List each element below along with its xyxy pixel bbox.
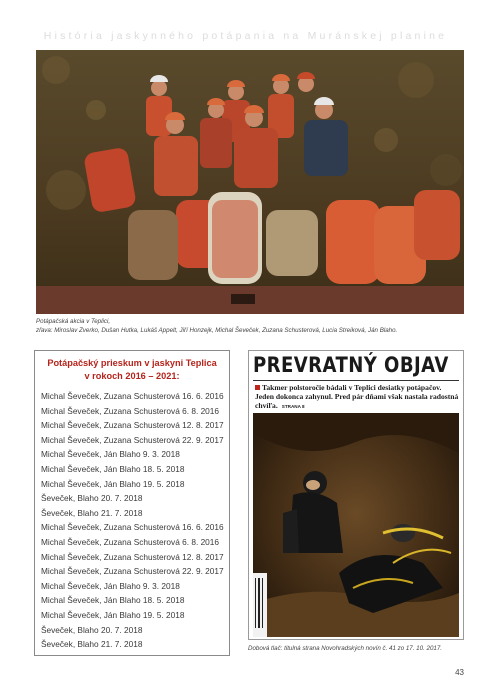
survey-entries — [41, 389, 224, 652]
survey-list-title — [35, 357, 229, 383]
survey-list-title-line1: Potápačský prieskum v jaskyni Teplica — [47, 358, 217, 368]
newspaper-caption: Dobová tlač: titulná strana Novohradských novín č. 41 zo 17. 10. 2017. — [248, 645, 442, 652]
list-item: Michal Ševeček, Ján Blaho 9. 3. 2018 — [41, 580, 180, 591]
list-item: Ševeček, Blaho 21. 7. 2018 — [41, 507, 143, 518]
newspaper-page-ref: STRANA 8 — [281, 404, 305, 409]
photo-caption-line1: Potápačská akcia v Teplici, — [36, 318, 111, 325]
page-number: 43 — [455, 668, 464, 677]
list-item: Michal Ševeček, Zuzana Schusterová 22. 9. 2017 — [41, 434, 224, 445]
photo-caption-line2: zľava: Miroslav Zverko, Dušan Hutka, Lukáš Appelt, Jiří Honzejk, Michal Ševeček, Zuzana Schusterová, Lucia Streiková, Ján Blaho. — [36, 327, 398, 334]
list-item: Michal Ševeček, Zuzana Schusterová 6. 8. 2016 — [41, 536, 220, 547]
list-item: Michal Ševeček, Zuzana Schusterová 12. 8. 2017 — [41, 551, 224, 562]
list-item: Michal Ševeček, Zuzana Schusterová 16. 6. 2016 — [41, 391, 224, 401]
newspaper-headline: PREVRATNÝ OBJAV — [253, 353, 449, 377]
list-item: Ševeček, Blaho 20. 7. 2018 — [41, 624, 143, 635]
list-item: Michal Ševeček, Ján Blaho 18. 5. 2018 — [41, 595, 185, 606]
list-item: Michal Ševeček, Ján Blaho 18. 5. 2018 — [41, 463, 185, 474]
newspaper-clipping — [248, 350, 464, 640]
divers-group-photo — [36, 50, 464, 314]
survey-list-box — [34, 350, 230, 656]
diver-in-cave-illustration — [253, 413, 459, 637]
newspaper-lead — [255, 383, 460, 411]
list-item: Ševeček, Blaho 21. 7. 2018 — [41, 639, 143, 650]
newspaper-diver-photo — [253, 413, 459, 637]
list-item: Michal Ševeček, Zuzana Schusterová 22. 9. 2017 — [41, 566, 224, 577]
survey-list-title-line2: v rokoch 2016 – 2021: — [84, 371, 180, 381]
newspaper-lead-text: Takmer polstoročie bádali v Teplici desiatky potápačov. Jeden dokonca zahynul. Pred pár dňami však nastala radostná chvíľa. — [255, 383, 459, 410]
list-item: Michal Ševeček, Zuzana Schusterová 6. 8. 2016 — [41, 405, 220, 416]
list-item: Michal Ševeček, Zuzana Schusterová 12. 8. 2017 — [41, 420, 224, 431]
red-square-icon — [255, 385, 260, 390]
running-header: História jaskynného potápania na Muránskej planine — [43, 30, 448, 42]
list-item: Michal Ševeček, Ján Blaho 19. 5. 2018 — [41, 609, 185, 620]
list-item: Ševeček, Blaho 20. 7. 2018 — [41, 493, 143, 504]
list-item: Michal Ševeček, Zuzana Schusterová 16. 6. 2016 — [41, 522, 224, 533]
photo-caption — [36, 317, 466, 335]
list-item: Michal Ševeček, Ján Blaho 19. 5. 2018 — [41, 478, 185, 489]
headline-divider — [253, 380, 459, 381]
list-item: Michal Ševeček, Ján Blaho 9. 3. 2018 — [41, 449, 180, 460]
divers-photo-illustration — [36, 50, 464, 314]
